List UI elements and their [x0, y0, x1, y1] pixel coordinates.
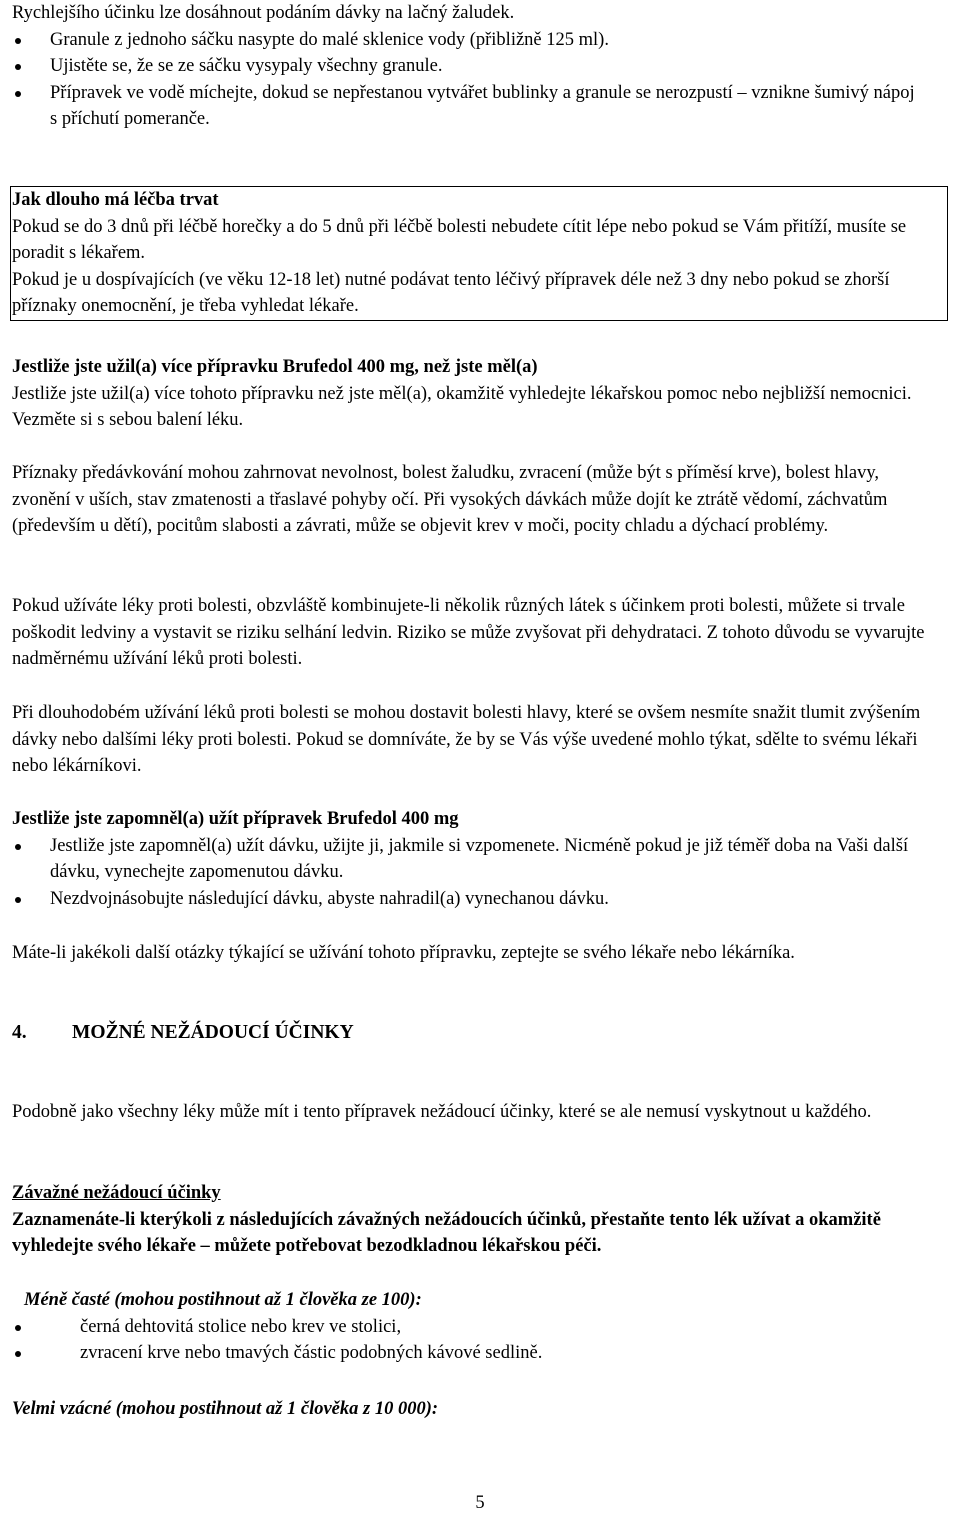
- questions-paragraph: [12, 940, 932, 967]
- section-4-intro: [12, 1099, 932, 1126]
- uncommon-heading: Méně časté (mohou postihnout až 1 člověka ze 100):: [24, 1290, 422, 1310]
- overdose-section: [12, 354, 932, 434]
- forgot-heading: Jestliže jste zapomněl(a) užít přípravek Brufedol 400 mg: [12, 809, 459, 829]
- uncommon-effects: [12, 1287, 932, 1367]
- page-number: 5: [475, 1493, 485, 1513]
- list-item: černá dehtovitá stolice nebo krev ve stolici,: [12, 1314, 932, 1341]
- very-rare-heading: Velmi vzácné (mohou postihnout až 1 člověka z 10 000):: [12, 1399, 439, 1419]
- list-item: Granule z jednoho sáčku nasypte do malé sklenice vody (přibližně 125 ml).: [12, 27, 932, 54]
- serious-effects: [12, 1180, 932, 1260]
- list-item: Přípravek ve vodě míchejte, dokud se nepřestanou vytvářet bublinky a granule se nerozpustí – vznikne šumivý nápoj s příchutí pomeranče.: [12, 80, 932, 133]
- intro-bullet-list: [12, 27, 932, 133]
- duration-heading: Jak dlouho má léčba trvat: [12, 190, 219, 210]
- section-4-intro-text: Podobně jako všechny léky může mít i tento přípravek nežádoucí účinky, které se ale nemusí vyskytnout u každého.: [12, 1102, 872, 1122]
- section-4-heading: [12, 1020, 932, 1047]
- duration-paragraph-1: Pokud se do 3 dnů při léčbě horečky a do 5 dnů při léčbě bolesti nebudete cítit lépe nebo pokud se Vám přitíží, musíte se poradit s lékařem.: [12, 216, 907, 263]
- forgot-section: [12, 806, 932, 912]
- list-item: zvracení krve nebo tmavých částic podobných kávové sedlině.: [12, 1340, 932, 1367]
- overdose-paragraph-4: Při dlouhodobém užívání léků proti bolesti se mohou dostavit bolesti hlavy, které se ovšem nesmíte snažit tlumit zvýšením dávky nebo dalšími léky proti bolesti. Pokud se domníváte, že by se Vás výše uvedené mohlo týkat, sdělte to svému lékaři nebo lékárníkovi.: [12, 703, 921, 776]
- overdose-heading: Jestliže jste užil(a) více přípravku Brufedol 400 mg, než jste měl(a): [12, 357, 538, 377]
- intro-section: [12, 0, 932, 133]
- painkiller-warning: [12, 593, 932, 673]
- serious-text: Zaznamenáte-li kterýkoli z následujících závažných nežádoucích účinků, přestaňte tento lék užívat a okamžitě vyhledejte svého lékaře – můžete potřebovat bezodkladnou lékařskou péči.: [12, 1209, 881, 1256]
- overdose-paragraph-2: Příznaky předávkování mohou zahrnovat nevolnost, bolest žaludku, zvracení (může být s příměsí krve), bolest hlavy, zvonění v uších, stav zmatenosti a třaslavé pohyby očí. Při vysokých dávkách může dojít ke ztrátě vědomí, záchvatům (především u dětí), pocitům slabosti a závrati, může se objevit krev v moči, pocity chladu a dýchací problémy.: [12, 463, 888, 536]
- section-number: 4.: [12, 1022, 27, 1043]
- overdose-paragraph-3: Pokud užíváte léky proti bolesti, obzvláště kombinujete-li několik různých látek s účinkem proti bolesti, můžete si trvale poškodit ledviny a vystavit se riziku selhání ledvin. Riziko se může zvyšovat při dehydrataci. Z tohoto důvodu se vyvarujte nadměrnému užívání léků proti bolesti.: [12, 596, 925, 669]
- long-term-use: [12, 700, 932, 780]
- section-title: MOŽNÉ NEŽÁDOUCÍ ÚČINKY: [72, 1022, 354, 1043]
- duration-paragraph-2: Pokud je u dospívajících (ve věku 12-18 let) nutné podávat tento léčivý přípravek déle než 3 dny nebo pokud se zhorší příznaky onemocnění, je třeba vyhledat lékaře.: [12, 269, 890, 316]
- uncommon-list: [12, 1314, 932, 1367]
- very-rare-effects: [12, 1396, 932, 1423]
- questions-text: Máte-li jakékoli další otázky týkající se užívání tohoto přípravku, zeptejte se svého lékaře nebo lékárníka.: [12, 943, 795, 963]
- duration-box: [10, 186, 948, 321]
- intro-text: Rychlejšího účinku lze dosáhnout podáním dávky na lačný žaludek.: [12, 3, 515, 23]
- overdose-symptoms: [12, 460, 932, 540]
- overdose-paragraph-1: Jestliže jste užil(a) více tohoto přípravku než jste měl(a), okamžitě vyhledejte lékařskou pomoc nebo nejbližší nemocnici. Vezměte si s sebou balení léku.: [12, 383, 912, 430]
- serious-heading: Závažné nežádoucí účinky: [12, 1183, 221, 1203]
- list-item: Jestliže jste zapomněl(a) užít dávku, užijte ji, jakmile si vzpomenete. Nicméně pokud je již téměř doba na Vaši další dávku, vynechejte zapomenutou dávku.: [12, 833, 932, 886]
- list-item: Nezdvojnásobujte následující dávku, abyste nahradil(a) vynechanou dávku.: [12, 886, 932, 913]
- list-item: Ujistěte se, že se ze sáčku vysypaly všechny granule.: [12, 53, 932, 80]
- forgot-bullet-list: [12, 833, 932, 913]
